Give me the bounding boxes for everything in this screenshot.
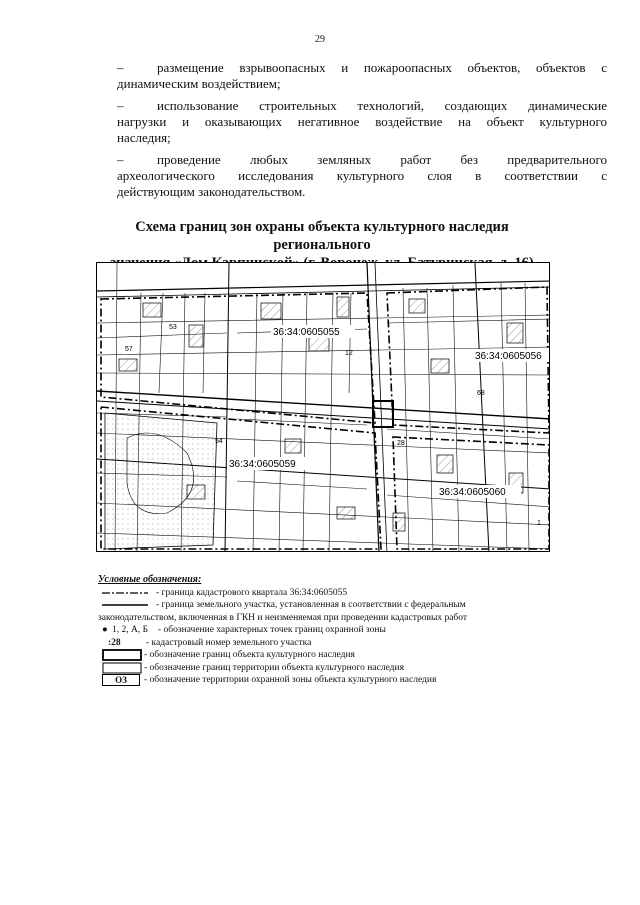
quarter-label: 36:34:0605055 — [273, 327, 340, 338]
plot-number: 1 — [537, 520, 541, 527]
legend-parcel-boundary-cont: законодательством, включенная в ГКН и неизменяемая при проведении кадастровых работ — [98, 612, 468, 623]
paragraph-3-line-2: археологического исследования культурного слоя в соответствии с — [117, 168, 607, 183]
legend-territory-boundary: - обозначение границ территории объекта культурного наследия — [98, 662, 568, 675]
legend-object-boundary: - обозначение границ объекта культурного наследия — [98, 649, 568, 662]
plot-number: 12 — [345, 350, 353, 357]
plot-number: 68 — [477, 390, 485, 397]
quarter-label: 36:34:0605056 — [475, 351, 542, 362]
paragraph-2-line-3: наследия; — [117, 130, 171, 145]
plot-number: 54 — [215, 438, 223, 445]
territory-boundary-symbol — [102, 662, 142, 674]
legend-quarter-boundary: - граница кадастрового квартала 36:34:0605055 — [98, 587, 568, 600]
paragraph-3-line-3: действующим законодательством. — [117, 184, 306, 199]
paragraph-2-line-1: – использование строительных технологий, создающих динамические — [117, 98, 607, 113]
plot-number: 53 — [169, 324, 177, 331]
object-boundary-symbol — [102, 649, 142, 661]
paragraph-2-line-2: нагрузки и оказывающих негативное воздействие на объект культурного — [117, 114, 607, 129]
legend-title: Условные обозначения: — [98, 574, 202, 585]
oz-symbol: ОЗ — [102, 674, 140, 686]
legend-parcel-boundary: - граница земельного участка, установленная в соответствии с федеральным — [98, 599, 568, 612]
paragraph-3-line-1: – проведение любых земляных работ без предварительного — [117, 152, 607, 167]
page-number: 29 — [315, 34, 325, 45]
paragraph-1-line-1: – размещение взрывоопасных и пожароопасных объектов, объектов с — [117, 60, 607, 75]
quarter-boundary-symbol — [102, 587, 148, 599]
point-marker-icon: ● — [102, 625, 108, 635]
bullet-dash: – — [117, 98, 124, 113]
plot-number: 57 — [125, 346, 133, 353]
plot-number: 28 — [397, 440, 405, 447]
paragraph-1-line-2: динамическим воздействием; — [117, 76, 281, 91]
parcel-boundary-symbol — [102, 599, 148, 611]
legend-parcel-number: :28 - кадастровый номер земельного участка — [108, 637, 312, 648]
legend-oz: ОЗ - обозначение территории охранной зоны объекта культурного наследия — [98, 674, 568, 687]
cadastral-map-drawing — [97, 263, 550, 552]
bullet-dash: – — [117, 152, 124, 167]
map-legend — [98, 574, 568, 687]
quarter-label: 36:34:0605060 — [439, 487, 506, 498]
legend-points: ● 1, 2, А, Б - обозначение характерных точек границ охранной зоны — [102, 625, 386, 635]
scheme-title-line-1: Схема границ зон охраны объекта культурного наследия регионального — [135, 219, 509, 253]
bullet-dash: – — [117, 60, 124, 75]
quarter-label: 36:34:0605059 — [229, 459, 296, 470]
cadastral-map — [96, 262, 550, 552]
